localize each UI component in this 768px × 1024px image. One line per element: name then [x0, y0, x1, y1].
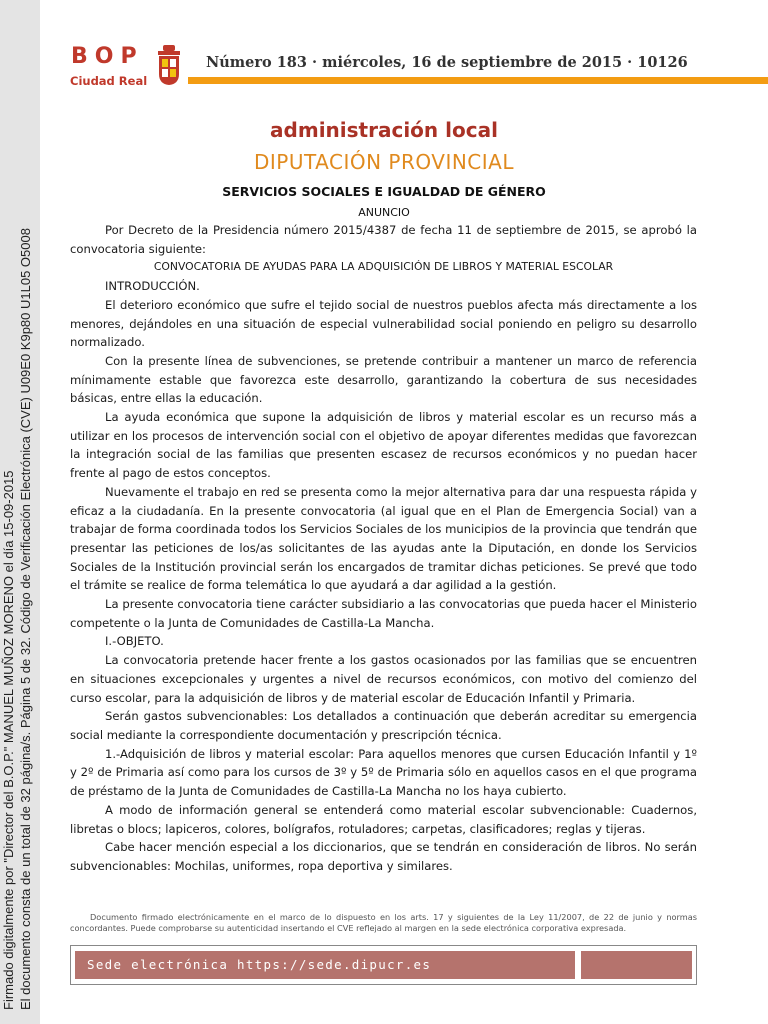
department-title: SERVICIOS SOCIALES E IGUALDAD DE GÉNERO: [222, 184, 546, 199]
paragraph: Nuevamente el trabajo en red se presenta como la mejor alternativa para dar una respuesta rápida y eficaz a la ciudadanía. En la presente convocatoria (al igual que en el Plan de Emergencia Social) van a trabajar de forma coordinada todos los Servicios Sociales de los municipios de la provincia que tendrán que presentar las peticiones de los/as solicitantes de las ayudas ante la Diputación, en donde los Servicios Sociales de la Institución provincial serán los encargados de tramitar dichas peticiones. Se prevé que todo el trámite se realice de forma telemática lo que ayudará a dar agilidad a la gestión.: [70, 484, 697, 593]
paragraph: La presente convocatoria tiene carácter subsidiario a las convocatorias que pueda hacer el Ministerio competente o la Junta de Comunidades de Castilla-La Mancha.: [70, 597, 697, 630]
sede-link-bar[interactable]: [75, 951, 575, 979]
paragraph: El deterioro económico que sufre el tejido social de nuestros pueblos afecta más directamente a los menores, dejándoles en una situación de especial vulnerabilidad social poniendo en peligro su desarrollo normalizado.: [70, 297, 697, 350]
footer-legal-note: Documento firmado electrónicamente en el marco de lo dispuesto en los arts. 17 y siguientes de la Ley 11/2007, de 22 de junio y normas concordantes. Puede comprobarse su autenticidad insertando el CVE reflejado al margen en la sede electrónica corporativa expresada.: [70, 912, 697, 933]
paragraph: La convocatoria pretende hacer frente a los gastos ocasionados por las familias que se encuentren en situaciones excepcionales y urgentes a nivel de recursos económicos, con motivo del comienzo del curso escolar, para la adquisición de libros y de material escolar de Educación Infantil y Primaria.: [70, 653, 697, 705]
paragraph: Por Decreto de la Presidencia número 2015/4387 de fecha 11 de septiembre de 2015, se aprobó la convocatoria siguiente:: [70, 223, 697, 256]
paragraph: 1.-Adquisición de libros y material escolar: Para aquellos menores que cursen Educación Infantil y 1º y 2º de Primaria así como para los cursos de 3º y 5º de Primaria sólo en aquellos casos en el que programa de préstamo de la Junta de Comunidades de Castilla-La Mancha no los haya cubierto.: [70, 746, 697, 799]
paragraph: I.-OBJETO.: [105, 634, 164, 649]
issue-info: Número 183 · miércoles, 16 de septiembre de 2015 · 10126: [206, 54, 688, 71]
sede-side-block: [581, 951, 692, 979]
page-header: [68, 44, 698, 94]
sede-link[interactable]: Sede electrónica https://sede.dipucr.es: [87, 957, 432, 972]
paragraph-heading: CONVOCATORIA DE AYUDAS PARA LA ADQUISICIÓN DE LIBROS Y MATERIAL ESCOLAR: [153, 260, 614, 274]
institution-name: DIPUTACIÓN PROVINCIAL: [254, 150, 514, 174]
paragraph: Cabe hacer mención especial a los diccionarios, que se tendrán en consideración de libros. No serán subvencionables: Mochilas, uniformes, ropa deportiva y similares.: [70, 840, 697, 873]
header-accent-bar: [188, 77, 768, 84]
section-heading: administración local: [270, 118, 498, 142]
paragraph: Con la presente línea de subvenciones, se pretende contribuir a mantener un marco de referencia mínimamente estable que favorezca este desarrollo, garantizando la cobertura de sus necesidades básicas, entre ellas la educación.: [70, 353, 697, 406]
bop-city: Ciudad Real: [70, 74, 148, 88]
signature-line-1: Firmado digitalmente por "Director del B.O.P." MANUEL MUÑOZ MORENO el día 15-09-2015: [1, 470, 16, 1010]
paragraph: A modo de información general se entenderá como material escolar subvencionable: Cuadernos, libretas o blocs; lapiceros, colores, bolígrafos, rotuladores; carpetas, clasificadores; reglas y tijeras.: [70, 802, 697, 836]
paragraph: Serán gastos subvencionables: Los detallados a continuación que deberán acreditar su emergencia social mediante la correspondiente documentación y prescripción técnica.: [70, 709, 697, 742]
sede-footer: [70, 945, 697, 985]
announcement-label: ANUNCIO: [358, 206, 410, 219]
paragraph: INTRODUCCIÓN.: [105, 279, 200, 294]
signature-line-2: El documento consta de un total de 32 página/s. Página 5 de 32. Código de Verificación Electrónica (CVE) U09E0 K9p80 U1L05 O5008: [18, 228, 33, 1010]
paragraph: La ayuda económica que supone la adquisición de libros y material escolar es un recurso más a utilizar en los procesos de intervención social con el objetivo de apoyar diferentes medidas que favorezcan la integración social de las familias que presenten escasez de recursos económicos y no puedan hacer frente al pago de estos conceptos.: [70, 410, 697, 481]
bop-logo-text: BOP: [71, 44, 144, 69]
coat-of-arms-icon: [156, 44, 182, 86]
document-body: [70, 221, 697, 876]
